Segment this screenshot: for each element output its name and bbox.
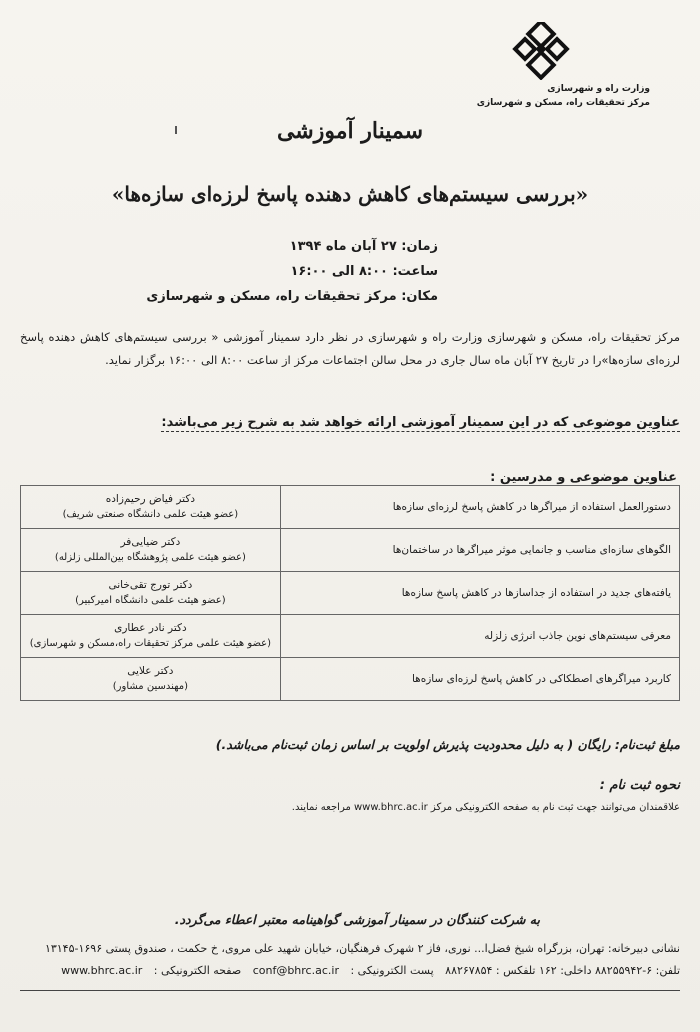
table-row: [21, 658, 680, 701]
certificate-note: به شرکت کنندگان در سمینار آموزشی گواهینامه معتبر اعطاء می‌گردد.: [174, 912, 540, 927]
footer-email-link[interactable]: conf@bhrc.ac.ir: [252, 964, 339, 977]
table-heading: عناوین موضوعی و مدرسین :: [490, 470, 677, 485]
ministry-name: وزارت راه و شهرسازی: [547, 84, 650, 94]
teacher-name: دکتر فیاض رحیم‌زاده: [105, 493, 196, 505]
table-row: [21, 529, 680, 572]
seminar-subtitle: «بررسی سیستم‌های کاهش دهنده پاسخ لرزه‌ای سازه‌ها»: [111, 182, 589, 206]
registration-text: علاقمندان می‌توانند جهت ثبت نام به صفحه الکترونیکی مرکز www.bhrc.ac.ir مراجعه نمایند.: [291, 802, 680, 813]
teacher-name: دکتر علایی: [127, 665, 174, 677]
intro-paragraph: مرکز تحقیقات راه، مسکن و شهرسازی وزارت راه و شهرسازی در نظر دارد سمینار آموزشی « بررسی سیستم‌های کاهش دهنده پاسخ لرزه‌ای سازه‌ها»را در تاریخ ۲۷ آبان ماه سال جاری در محل سالن اجتماعات مرکز از ساعت ۸:۰۰ الی ۱۶:۰۰ برگزار نماید.: [20, 330, 680, 367]
topic-cell: یافته‌های جدید در استفاده از جداسازها در کاهش پاسخ سازه‌ها: [280, 572, 679, 615]
teacher-affiliation: (عضو هیئت علمی دانشگاه صنعتی شریف): [62, 509, 239, 520]
event-meta: [138, 234, 438, 309]
footer-divider: [20, 990, 680, 991]
table-row: [21, 486, 680, 529]
footer-email-label: پست الکترونیکی :: [350, 964, 434, 977]
teacher-affiliation: (عضو هیئت علمی مرکز تحقیقات راه،مسکن و شهرسازی): [29, 638, 272, 649]
page-title: سمینار آموزشی: [276, 118, 424, 144]
teacher-affiliation: (مهندسین مشاور): [112, 681, 188, 692]
teacher-name: دکتر ضیایی‌فر: [120, 536, 181, 548]
teacher-cell: [21, 658, 281, 701]
teacher-affiliation: (عضو هیئت علمی دانشگاه امیرکبیر): [75, 595, 226, 606]
registration-fee: مبلغ ثبت‌نام: رایگان ( به دلیل محدودیت پذیرش اولویت بر اساس زمان ثبت‌نام می‌باشد.): [215, 737, 680, 752]
teacher-cell: [21, 572, 281, 615]
table-row: [21, 615, 680, 658]
bhrc-logo-icon: [512, 22, 570, 80]
topic-cell: کاربرد میراگرهای اصطکاکی در کاهش پاسخ لرزه‌ای سازه‌ها: [280, 658, 679, 701]
topics-heading: عناوین موضوعی که در این سمینار آموزشی ارائه خواهد شد به شرح زیر می‌باشد:: [161, 415, 680, 430]
topics-table: [20, 485, 680, 701]
event-time: ساعت: ۸:۰۰ الی ۱۶:۰۰: [290, 264, 438, 279]
teacher-affiliation: (عضو هیئت علمی پژوهشگاه بین‌المللی زلزله): [54, 552, 246, 563]
topic-cell: دستورالعمل استفاده از میراگرها در کاهش پاسخ لرزه‌ای سازه‌ها: [280, 486, 679, 529]
footer-contact: [20, 964, 680, 977]
center-name: مرکز تحقیقات راه، مسکن و شهرسازی: [476, 98, 650, 108]
footer-site-label: صفحه الکترونیکی :: [153, 964, 242, 977]
registration-heading: نحوه ثبت نام :: [599, 778, 680, 793]
event-place: مکان: مرکز تحقیقات راه، مسکن و شهرسازی: [146, 289, 438, 304]
teacher-name: دکتر تورج تقی‌خانی: [108, 579, 193, 591]
table-row: [21, 572, 680, 615]
topic-cell: معرفی سیستم‌های نوین جاذب انرژی زلزله: [280, 615, 679, 658]
teacher-cell: [21, 529, 281, 572]
teacher-cell: [21, 615, 281, 658]
header-text: [470, 82, 650, 110]
teacher-name: دکتر نادر عطاری: [114, 622, 187, 634]
event-date: زمان: ۲۷ آبان ماه ۱۳۹۴: [289, 239, 438, 254]
footer-address: نشانی دبیرخانه: تهران، بزرگراه شیخ فضل‌ا... نوری، فاز ۲ شهرک فرهنگیان، خیابان شهید علی مروی، خ حکمت ، صندوق پستی ۱۶۹۶-۱۳۱۴۵: [44, 942, 680, 955]
footer-site-link[interactable]: www.bhrc.ac.ir: [61, 964, 143, 977]
topic-cell: الگوهای سازه‌ای مناسب و جانمایی موثر میراگرها در ساختمان‌ها: [280, 529, 679, 572]
teacher-cell: [21, 486, 281, 529]
footer-phone: تلفن: ۶-۸۸۲۵۵۹۴۲ داخلی: ۱۶۲ تلفکس : ۸۸۲۶۷۸۵۴: [445, 964, 680, 977]
